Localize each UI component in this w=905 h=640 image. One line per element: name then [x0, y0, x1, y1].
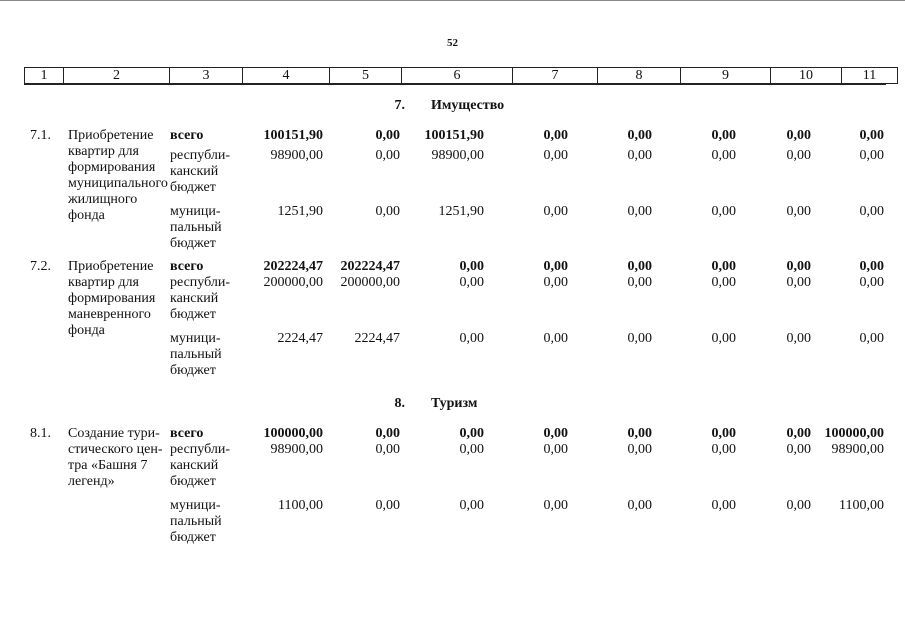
funding-source-label: бюджет: [170, 236, 216, 251]
item-name-line: формирования: [68, 160, 156, 175]
amount-cell: 0,00: [543, 204, 568, 219]
scan-edge: [0, 0, 905, 1]
amount-cell: 0,00: [627, 128, 652, 143]
amount-cell: 0,00: [375, 204, 400, 219]
amount-cell: 0,00: [459, 498, 484, 513]
amount-cell: 0,00: [711, 426, 736, 441]
funding-source-label: муници-: [170, 331, 221, 346]
funding-source-label: канский: [170, 458, 219, 473]
funding-source-label: пальный: [170, 514, 222, 529]
amount-cell: 1100,00: [278, 498, 323, 513]
header-col-5: 5: [330, 68, 402, 84]
header-col-1: 1: [25, 68, 64, 84]
amount-cell: 0,00: [711, 128, 736, 143]
amount-cell: 0,00: [459, 259, 484, 274]
amount-cell: 0,00: [459, 442, 484, 457]
amount-cell: 0,00: [375, 442, 400, 457]
amount-cell: 100000,00: [824, 426, 884, 441]
header-col-9: 9: [681, 68, 771, 84]
funding-source-label: канский: [170, 164, 219, 179]
amount-cell: 0,00: [543, 259, 568, 274]
amount-cell: 0,00: [786, 148, 811, 163]
amount-cell: 200000,00: [340, 275, 400, 290]
amount-cell: 0,00: [859, 275, 884, 290]
funding-source-label: бюджет: [170, 180, 216, 195]
funding-source-label: всего: [170, 259, 204, 274]
amount-cell: 0,00: [711, 442, 736, 457]
amount-cell: 0,00: [543, 128, 568, 143]
section-number: 8.: [394, 396, 405, 411]
amount-cell: 202224,47: [340, 259, 400, 274]
item-name-line: тра «Башня 7: [68, 458, 148, 473]
section-title: Имущество: [431, 98, 505, 113]
amount-cell: 0,00: [459, 275, 484, 290]
amount-cell: 0,00: [859, 259, 884, 274]
item-name-line: стического цен-: [68, 442, 163, 457]
funding-source-label: республи-: [170, 442, 230, 457]
page-number: 52: [447, 37, 458, 49]
amount-cell: 1100,00: [839, 498, 884, 513]
header-col-2: 2: [64, 68, 170, 84]
amount-cell: 2224,47: [354, 331, 400, 346]
item-name-line: квартир для: [68, 275, 139, 290]
funding-source-label: пальный: [170, 347, 222, 362]
amount-cell: 0,00: [859, 128, 884, 143]
amount-cell: 0,00: [711, 204, 736, 219]
section-number: 7.: [394, 98, 405, 113]
amount-cell: 100151,90: [263, 128, 323, 143]
funding-source-label: всего: [170, 128, 204, 143]
funding-source-label: пальный: [170, 220, 222, 235]
amount-cell: 0,00: [627, 331, 652, 346]
item-name-line: легенд»: [68, 474, 115, 489]
amount-cell: 0,00: [543, 426, 568, 441]
funding-source-label: республи-: [170, 148, 230, 163]
amount-cell: 0,00: [786, 204, 811, 219]
amount-cell: 0,00: [711, 275, 736, 290]
amount-cell: 0,00: [375, 148, 400, 163]
amount-cell: 0,00: [543, 442, 568, 457]
header-col-7: 7: [513, 68, 598, 84]
item-code: 7.2.: [30, 259, 51, 274]
amount-cell: 0,00: [859, 331, 884, 346]
funding-source-label: республи-: [170, 275, 230, 290]
header-col-11: 11: [842, 68, 898, 84]
amount-cell: 100151,90: [424, 128, 484, 143]
item-name-line: квартир для: [68, 144, 139, 159]
amount-cell: 0,00: [627, 204, 652, 219]
amount-cell: 0,00: [786, 275, 811, 290]
amount-cell: 0,00: [627, 442, 652, 457]
item-name-line: фонда: [68, 208, 105, 223]
amount-cell: 0,00: [859, 148, 884, 163]
item-code: 7.1.: [30, 128, 51, 143]
column-number-header: [24, 67, 898, 84]
amount-cell: 100000,00: [263, 426, 323, 441]
header-row: [25, 68, 898, 84]
amount-cell: 0,00: [859, 204, 884, 219]
amount-cell: 0,00: [711, 498, 736, 513]
amount-cell: 0,00: [375, 426, 400, 441]
header-col-4: 4: [243, 68, 330, 84]
item-name-line: Приобретение: [68, 128, 154, 143]
amount-cell: 0,00: [711, 148, 736, 163]
amount-cell: 0,00: [627, 426, 652, 441]
item-name-line: фонда: [68, 323, 105, 338]
amount-cell: 202224,47: [263, 259, 323, 274]
header-col-3: 3: [170, 68, 243, 84]
amount-cell: 0,00: [543, 498, 568, 513]
item-name-line: маневренного: [68, 307, 151, 322]
amount-cell: 0,00: [786, 128, 811, 143]
item-name-line: формирования: [68, 291, 156, 306]
funding-source-label: бюджет: [170, 530, 216, 545]
amount-cell: 0,00: [543, 148, 568, 163]
amount-cell: 0,00: [459, 331, 484, 346]
amount-cell: 0,00: [786, 331, 811, 346]
amount-cell: 2224,47: [277, 331, 323, 346]
funding-source-label: бюджет: [170, 307, 216, 322]
header-col-8: 8: [598, 68, 681, 84]
amount-cell: 0,00: [627, 148, 652, 163]
header-col-10: 10: [771, 68, 842, 84]
item-name-line: муниципального: [68, 176, 168, 191]
item-name-line: Создание тури-: [68, 426, 160, 441]
item-name-line: Приобретение: [68, 259, 154, 274]
amount-cell: 0,00: [711, 331, 736, 346]
item-code: 8.1.: [30, 426, 51, 441]
amount-cell: 98900,00: [831, 442, 884, 457]
amount-cell: 0,00: [786, 259, 811, 274]
item-name-line: жилищного: [68, 192, 138, 207]
amount-cell: 98900,00: [270, 148, 323, 163]
amount-cell: 0,00: [543, 275, 568, 290]
amount-cell: 0,00: [375, 498, 400, 513]
amount-cell: 0,00: [786, 426, 811, 441]
amount-cell: 98900,00: [431, 148, 484, 163]
amount-cell: 0,00: [543, 331, 568, 346]
amount-cell: 98900,00: [270, 442, 323, 457]
amount-cell: 0,00: [627, 498, 652, 513]
header-col-6: 6: [402, 68, 513, 84]
funding-source-label: канский: [170, 291, 219, 306]
amount-cell: 0,00: [786, 498, 811, 513]
funding-source-label: муници-: [170, 204, 221, 219]
amount-cell: 0,00: [627, 275, 652, 290]
amount-cell: 0,00: [786, 442, 811, 457]
amount-cell: 0,00: [627, 259, 652, 274]
amount-cell: 1251,90: [277, 204, 323, 219]
amount-cell: 0,00: [375, 128, 400, 143]
header-rule: [24, 84, 886, 85]
amount-cell: 0,00: [459, 426, 484, 441]
section-title: Туризм: [431, 396, 478, 411]
amount-cell: 0,00: [711, 259, 736, 274]
amount-cell: 1251,90: [438, 204, 484, 219]
funding-source-label: всего: [170, 426, 204, 441]
funding-source-label: бюджет: [170, 363, 216, 378]
amount-cell: 200000,00: [263, 275, 323, 290]
funding-source-label: бюджет: [170, 474, 216, 489]
funding-source-label: муници-: [170, 498, 221, 513]
